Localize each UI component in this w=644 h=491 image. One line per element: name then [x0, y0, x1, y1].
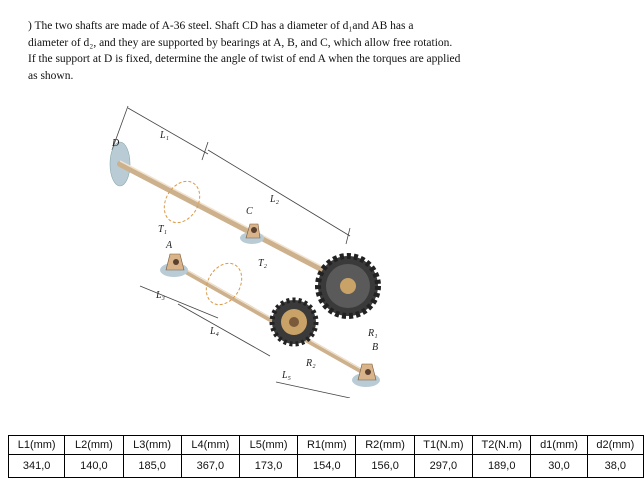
value-l3: 185,0: [123, 455, 181, 478]
value-l4: 367,0: [181, 455, 239, 478]
header-l1: L1(mm): [9, 436, 65, 455]
label-l4: L₄: [210, 326, 220, 337]
value-t1: 297,0: [414, 455, 472, 478]
label-l3: L₃: [156, 290, 166, 301]
label-b: B: [372, 342, 379, 353]
value-l2: 140,0: [65, 455, 123, 478]
header-r1: R1(mm): [298, 436, 356, 455]
header-l3: L3(mm): [123, 436, 181, 455]
gear-r2: [272, 300, 316, 344]
header-t2: T2(N.m): [473, 436, 531, 455]
header-l4: L4(mm): [181, 436, 239, 455]
problem-statement: [28, 18, 628, 84]
label-l1: L₁: [160, 130, 170, 141]
label-t1: T₁: [158, 224, 168, 235]
torque-t1-arrow: [157, 175, 207, 229]
parameters-table: [8, 435, 644, 478]
header-d1: d1(mm): [531, 436, 587, 455]
shaft-gear-figure: [100, 98, 420, 398]
parameters-header-row: [9, 436, 644, 455]
problem-line-1: ) The two shafts are made of A-36 steel. Shaft CD has a diameter of d₁and AB has a: [28, 20, 414, 32]
value-l1: 341,0: [9, 455, 65, 478]
value-r1: 154,0: [298, 455, 356, 478]
label-r2: R₂: [306, 358, 316, 369]
label-t2: T₂: [258, 258, 268, 269]
bearing-a: [160, 254, 188, 277]
value-t2: 189,0: [473, 455, 531, 478]
header-d2: d2(mm): [587, 436, 643, 455]
problem-line-4: as shown.: [28, 69, 74, 82]
header-l5: L5(mm): [239, 436, 297, 455]
shaft-cd: [120, 164, 350, 284]
label-r1: R₁: [368, 328, 378, 339]
problem-line-2: diameter of d₂, and they are supported by bearings at A, B, and C, which allow free rotation.: [28, 36, 453, 49]
dimension-lines: [112, 106, 350, 398]
label-a: A: [166, 240, 173, 251]
value-r2: 156,0: [356, 455, 414, 478]
parameters-value-row: [9, 455, 644, 478]
gear-r1: [318, 256, 378, 316]
label-c: C: [246, 206, 253, 217]
label-l5: L₅: [282, 370, 292, 381]
problem-line-3: If the support at D is fixed, determine the angle of twist of end A when the torques are applied: [28, 53, 461, 65]
label-l2: L₂: [270, 194, 280, 205]
value-l5: 173,0: [239, 455, 297, 478]
value-d2: 38,0: [587, 455, 643, 478]
header-t1: T1(N.m): [414, 436, 472, 455]
header-l2: L2(mm): [65, 436, 123, 455]
label-d: D: [112, 138, 120, 149]
value-d1: 30,0: [531, 455, 587, 478]
header-r2: R2(mm): [356, 436, 414, 455]
